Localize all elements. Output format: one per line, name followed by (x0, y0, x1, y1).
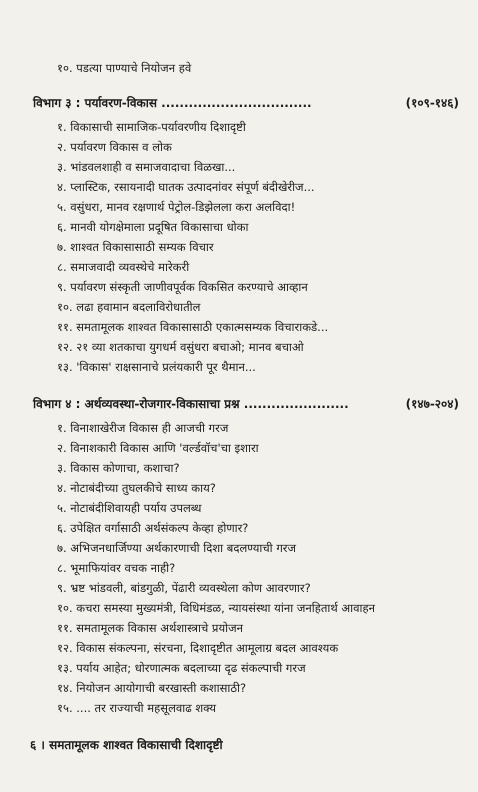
list-item: ८. भूमाफियांवर वचक नाही? (57, 561, 176, 575)
list-item: ११. समतामूलक शाश्वत विकासासाठी एकात्मसम्यक विचाराकडे... (57, 320, 329, 334)
list-item: १५. .... तर राज्याची महसूलवाढ शक्य (57, 701, 217, 715)
section-4-pages: (१४७-२०४) (405, 397, 459, 411)
list-item: १. विनाशाखेरीज विकास ही आजची गरज (57, 421, 229, 435)
list-item: १३. पर्याय आहेत; धोरणात्मक बदलाच्या दृढ संकल्पाची गरज (57, 661, 306, 675)
list-item: ७. अभिजनधार्जिण्या अर्थकारणाची दिशा बदलण्याची गरज (57, 541, 297, 555)
list-item: ३. भांडवलशाही व समाजवादाचा विळखा... (57, 160, 236, 174)
list-item: ५. नोटाबंदीशिवायही पर्याय उपलब्ध (57, 501, 202, 515)
page-footer: ६ । समतामूलक शाश्वत विकासाची दिशादृष्टी (30, 738, 223, 752)
list-item: ५. वसुंधरा, मानव रक्षणार्थ पेट्रोल-डिझेलला करा अलविदा! (57, 200, 296, 214)
list-item: १४. नियोजन आयोगाची बरखास्ती कशासाठी? (57, 681, 247, 695)
list-item: २. विनाशकारी विकास आणि 'वर्ल्डवॉच'चा इशारा (57, 441, 259, 455)
intro-item: १०. पडत्या पाण्याचे नियोजन हवे (57, 61, 192, 75)
list-item: ७. शाश्वत विकासासाठी सम्यक विचार (57, 240, 214, 254)
section-3-pages: (१०९-१४६) (405, 96, 459, 110)
list-item: ६. उपेक्षित वर्गासाठी अर्थसंकल्प केव्हा होणार? (57, 521, 249, 535)
list-item: ६. मानवी योगक्षेमाला प्रदूषित विकासाचा धोका (57, 220, 249, 234)
section-3-title: विभाग ३ : पर्यावरण-विकास ................................. (33, 96, 312, 110)
list-item: ११. समतामूलक विकास अर्थशास्त्राचे प्रयोजन (57, 621, 244, 635)
section-4-heading (33, 397, 461, 412)
list-item: ९. पर्यावरण संस्कृती जाणीवपूर्वक विकसित करण्याचे आव्हान (57, 280, 308, 294)
list-item: ३. विकास कोणाचा, कशाचा? (57, 461, 180, 475)
list-item: ४. प्लास्टिक, रसायनादी घातक उत्पादनांवर संपूर्ण बंदीखेरीज... (57, 180, 315, 194)
list-item: १२. विकास संकल्पना, संरचना, दिशादृष्टीत आमूलाग्र बदल आवश्यक (57, 641, 339, 655)
list-item: १०. लढा हवामान बदलाविरोधातील (57, 300, 201, 314)
list-item: ८. समाजवादी व्यवस्थेचे मारेकरी (57, 260, 190, 274)
list-item: १३. 'विकास' राक्षसानाचे प्रलंयकारी पूर थैमान... (57, 360, 256, 374)
list-item: २. पर्यावरण विकास व लोक (57, 140, 172, 154)
section-4-title: विभाग ४ : अर्थव्यवस्था-रोजगार-विकासाचा प्रश्न ....................... (33, 397, 349, 411)
section-3-heading (33, 96, 461, 111)
list-item: १२. २१ व्या शतकाचा युगधर्म वसुंधरा बचाओ; मानव बचाओ (57, 340, 304, 354)
list-item: १. विकासाची सामाजिक-पर्यावरणीय दिशादृष्टी (57, 120, 246, 134)
list-item: ९. भ्रष्ट भांडवली, बांडगुळी, पेंढारी व्यवस्थेला कोण आवरणार? (57, 581, 311, 595)
list-item: ४. नोटाबंदीच्या तुघलकीचे साध्य काय? (57, 481, 216, 495)
list-item: १०. कचरा समस्या मुख्यमंत्री, विधिमंडळ, न्यायसंस्था यांना जनहितार्थ आवाहन (57, 601, 375, 615)
